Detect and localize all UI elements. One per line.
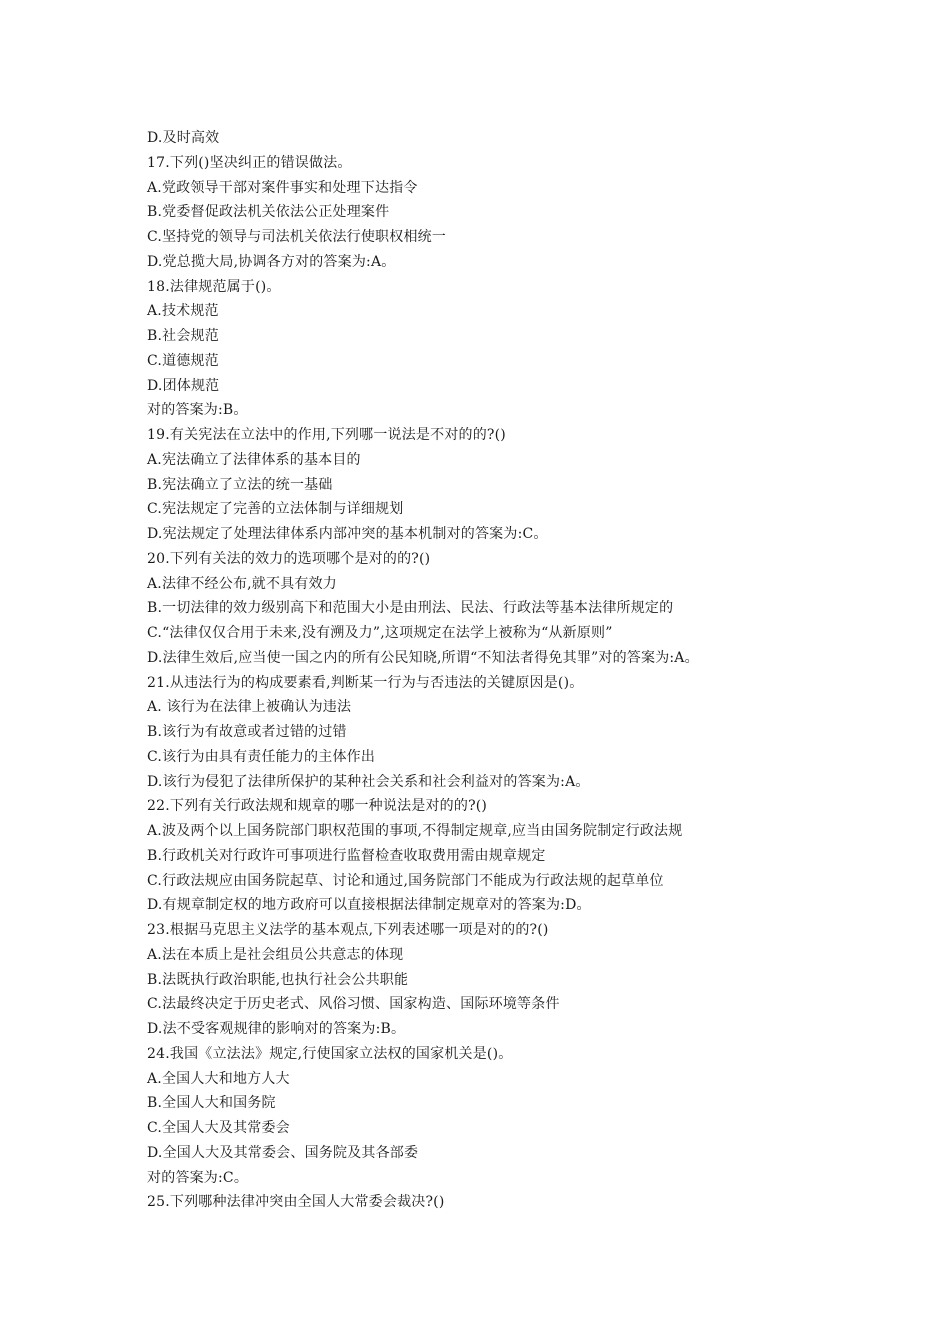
text-line: D.党总揽大局,协调各方对的答案为:A。 <box>147 253 396 270</box>
text-line: D.有规章制定权的地方政府可以直接根据法律制定规章对的答案为:D。 <box>147 897 591 914</box>
text-line: B.党委督促政法机关依法公正处理案件 <box>147 204 390 221</box>
text-line: B.行政机关对行政许可事项进行监督检查收取费用需由规章规定 <box>147 847 546 864</box>
text-line: D.宪法规定了处理法律体系内部冲突的基本机制对的答案为:C。 <box>147 526 548 542</box>
text-line: C.“法律仅仅合用于未来,没有溯及力”,这项规定在法学上被称为“从新原则” <box>147 625 613 641</box>
text-line: A.法律不经公布,就不具有效力 <box>147 575 338 592</box>
text-line: D.团体规范 <box>147 377 220 394</box>
answer-line: 对的答案为:B。 <box>147 402 248 419</box>
text-line: B.一切法律的效力级别高下和范围大小是由刑法、民法、行政法等基本法律所规定的 <box>147 600 674 617</box>
question-24: 24.我国《立法法》规定,行使国家立法权的国家机关是()。 <box>147 1045 513 1062</box>
question-23: 23.根据马克思主义法学的基本观点,下列表述哪一项是对的的?() <box>147 922 549 938</box>
text-line: B.宪法确立了立法的统一基础 <box>147 476 333 493</box>
text-line: A. 该行为在法律上被确认为违法 <box>147 699 352 716</box>
text-line: A.宪法确立了法律体系的基本目的 <box>147 451 361 468</box>
text-line: D.法律生效后,应当使一国之内的所有公民知晓,所谓“不知法者得免其罪”对的答案为:A。 <box>147 649 699 666</box>
question-18: 18.法律规范属于()。 <box>147 278 281 295</box>
text-line: A.全国人大和地方人大 <box>147 1070 290 1087</box>
text-line: B.该行为有故意或者过错的过错 <box>147 724 347 740</box>
answer-line: 对的答案为:C。 <box>147 1169 249 1186</box>
text-line: D.全国人大及其常委会、国务院及其各部委 <box>147 1144 419 1161</box>
text-line: A.党政领导干部对案件事实和处理下达指令 <box>147 179 418 196</box>
text-line: A.技术规范 <box>147 303 219 320</box>
text-line: D.法不受客观规律的影响对的答案为:B。 <box>147 1021 406 1037</box>
question-22: 22.下列有关行政法规和规章的哪一种说法是对的的?() <box>147 798 488 815</box>
text-line: B.全国人大和国务院 <box>147 1095 276 1112</box>
text-line: C.行政法规应由国务院起草、讨论和通过,国务院部门不能成为行政法规的起草单位 <box>147 872 664 889</box>
text-line: C.法最终决定于历史老式、风俗习惯、国家构造、国际环境等条件 <box>147 996 560 1013</box>
text-line: D.该行为侵犯了法律所保护的某种社会关系和社会利益对的答案为:A。 <box>147 773 590 790</box>
question-17: 17.下列()坚决纠正的错误做法。 <box>147 154 352 171</box>
text-line: C.该行为由具有责任能力的主体作出 <box>147 748 376 765</box>
question-25: 25.下列哪种法律冲突由全国人大常委会裁决?() <box>147 1194 445 1211</box>
text-line: B.社会规范 <box>147 328 219 344</box>
question-21: 21.从违法行为的构成要素看,判断某一行为与否违法的关键原因是()。 <box>147 674 584 691</box>
text-line: D.及时高效 <box>147 130 220 146</box>
question-20: 20.下列有关法的效力的选项哪个是对的的?() <box>147 550 431 567</box>
text-line: C.宪法规定了完善的立法体制与详细规划 <box>147 501 404 518</box>
question-19: 19.有关宪法在立法中的作用,下列哪一说法是不对的的?() <box>147 427 506 443</box>
text-line: C.坚持党的领导与司法机关依法行使职权相统一 <box>147 229 447 245</box>
text-line: A.法在本质上是社会组员公共意志的体现 <box>147 946 404 963</box>
text-line: C.道德规范 <box>147 352 219 369</box>
text-line: B.法既执行政治职能,也执行社会公共职能 <box>147 971 409 988</box>
document-body <box>147 126 927 1215</box>
text-line: C.全国人大及其常委会 <box>147 1120 290 1136</box>
text-line: A.波及两个以上国务院部门职权范围的事项,不得制定规章,应当由国务院制定行政法规 <box>147 823 683 839</box>
